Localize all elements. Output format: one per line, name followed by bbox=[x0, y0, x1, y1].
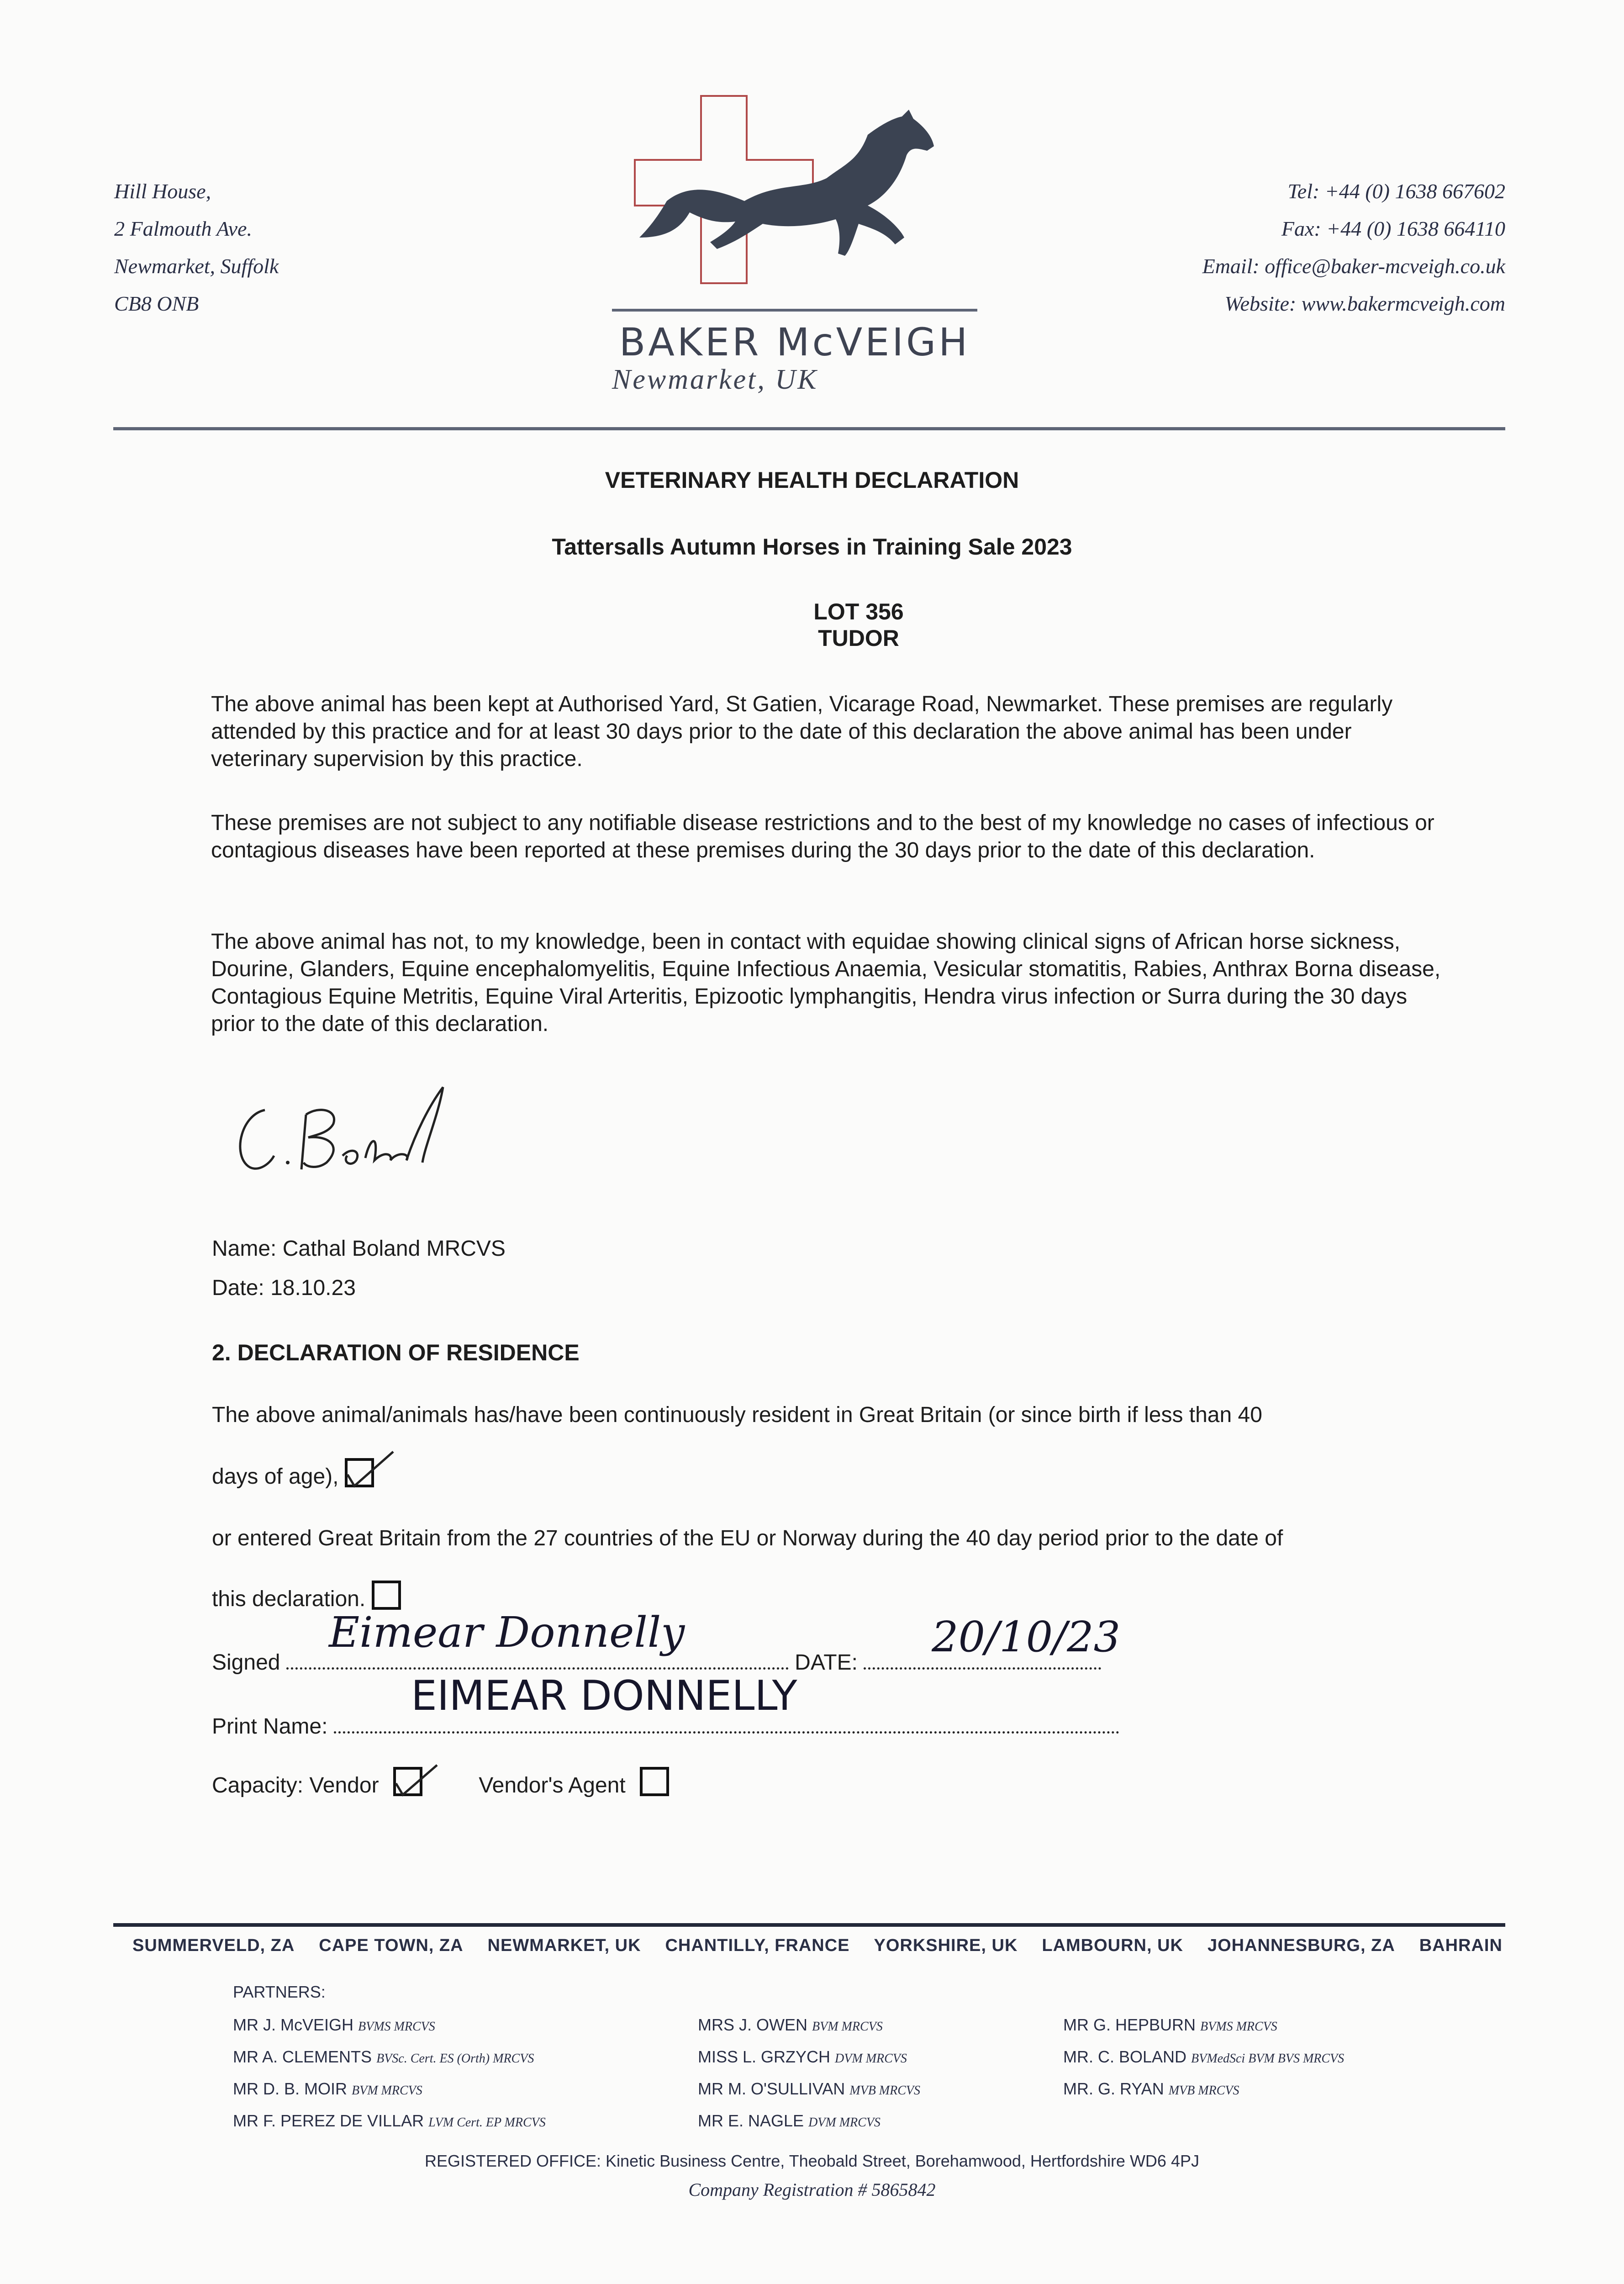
agent-label: Vendor's Agent bbox=[479, 1773, 626, 1798]
print-name-label: Print Name: bbox=[212, 1714, 328, 1739]
brand-location: Newmarket, UK bbox=[612, 364, 818, 395]
address-line: Hill House, bbox=[114, 180, 211, 203]
partner-entry: MR. G. RYAN MVB MRCVS bbox=[1063, 2079, 1239, 2098]
location-item: SUMMERVELD, ZA bbox=[132, 1936, 295, 1955]
partners-column bbox=[233, 2010, 546, 2138]
partners-column bbox=[698, 2010, 920, 2138]
print-name-line[interactable] bbox=[334, 1731, 1119, 1734]
vendor-checkbox[interactable] bbox=[393, 1767, 422, 1796]
partners-heading: PARTNERS: bbox=[233, 1983, 326, 2001]
location-item: NEWMARKET, UK bbox=[487, 1936, 641, 1955]
email-address: Email: office@baker-mcveigh.co.uk bbox=[1202, 254, 1505, 278]
sale-name: Tattersalls Autumn Horses in Training Sale 2023 bbox=[552, 534, 1072, 560]
horse-name: TUDOR bbox=[818, 625, 899, 651]
partner-entry: MISS L. GRZYCH DVM MRCVS bbox=[698, 2047, 907, 2066]
company-registration: Company Registration # 5865842 bbox=[688, 2179, 936, 2200]
partner-entry: MR J. McVEIGH BVMS MRCVS bbox=[233, 2015, 435, 2034]
practice-address bbox=[114, 173, 279, 323]
resident-checkbox[interactable] bbox=[345, 1458, 374, 1487]
phone-number: Tel: +44 (0) 1638 667602 bbox=[1287, 180, 1505, 203]
date-label: DATE: bbox=[795, 1650, 858, 1675]
office-locations bbox=[132, 1936, 1503, 1956]
declaration-paragraph: These premises are not subject to any notifiable disease restrictions and to the best of my knowledge no cases of infectious or contagious diseases have been reported at these premises during the 30 days prior to the date of this declaration. bbox=[211, 811, 1434, 862]
location-item: CAPE TOWN, ZA bbox=[319, 1936, 464, 1955]
lot-number: LOT 356 bbox=[813, 599, 904, 624]
registered-office: REGISTERED OFFICE: Kinetic Business Centre, Theobald Street, Borehamwood, Hertfordshire WD6 4PJ bbox=[425, 2152, 1199, 2170]
signature-line[interactable] bbox=[286, 1667, 789, 1670]
location-item: JOHANNESBURG, ZA bbox=[1207, 1936, 1395, 1955]
brand-name: BAKER McVEIGH bbox=[619, 320, 970, 365]
partner-entry: MR M. O'SULLIVAN MVB MRCVS bbox=[698, 2079, 921, 2098]
declaration-paragraph: The above animal has been kept at Authorised Yard, St Gatien, Vicarage Road, Newmarket. These premises are regularly attended by this practice and for at least 30 days prior to the date of this declaration the above animal has been under veterinary supervision by this practice. bbox=[211, 692, 1393, 771]
cross-and-horse-logo bbox=[612, 91, 986, 329]
partner-entry: MR. C. BOLAND BVMedSci BVM BVS MRCVS bbox=[1063, 2047, 1345, 2066]
residence-heading: 2. DECLARATION OF RESIDENCE bbox=[212, 1340, 580, 1365]
entry-statement: or entered Great Britain from the 27 countries of the EU or Norway during the 40 day period prior to the date of bbox=[212, 1526, 1283, 1550]
partner-entry: MR D. B. MOIR BVM MRCVS bbox=[233, 2079, 422, 2098]
vet-signature bbox=[228, 1078, 548, 1197]
address-line: 2 Falmouth Ave. bbox=[114, 217, 252, 240]
capacity-row bbox=[212, 1767, 669, 1798]
agent-checkbox[interactable] bbox=[640, 1767, 669, 1796]
vet-date: Date: 18.10.23 bbox=[212, 1276, 356, 1300]
partner-entry: MRS J. OWEN BVM MRCVS bbox=[698, 2015, 883, 2034]
header-divider bbox=[113, 427, 1505, 430]
residence-statement-text: days of age), bbox=[212, 1465, 339, 1489]
entry-statement-text: this declaration. bbox=[212, 1587, 366, 1611]
vet-name: Name: Cathal Boland MRCVS bbox=[212, 1237, 506, 1261]
capacity-label: Capacity: Vendor bbox=[212, 1773, 379, 1798]
website: Website: www.bakermcveigh.com bbox=[1224, 292, 1505, 315]
location-item: CHANTILLY, FRANCE bbox=[665, 1936, 850, 1955]
address-line: Newmarket, Suffolk bbox=[114, 254, 279, 278]
partner-entry: MR G. HEPBURN BVMS MRCVS bbox=[1063, 2015, 1277, 2034]
fax-number: Fax: +44 (0) 1638 664110 bbox=[1281, 217, 1505, 240]
vendor-signature: Eimear Donnelly bbox=[329, 1608, 685, 1657]
lot-block bbox=[776, 598, 941, 651]
declaration-paragraph: The above animal has not, to my knowledge, been in contact with equidae showing clinical signs of African horse sickness, Dourine, Glanders, Equine encephalomyelitis, Equine Infectious Anaemia, Vesicular stomatitis, Rabies, Anthrax Borna disease, Contagious Equine Metritis, Equine Viral Arteritis, Epizootic lymphangitis, Hendra virus infection or Surra during the 30 days prior to the date of this declaration. bbox=[211, 930, 1441, 1036]
print-name-value: EIMEAR DONNELLY bbox=[411, 1672, 797, 1720]
check-mark-icon bbox=[343, 1443, 398, 1488]
residence-statement: The above animal/animals has/have been continuously resident in Great Britain (or since birth if less than 40 bbox=[212, 1403, 1262, 1427]
date-line[interactable] bbox=[864, 1667, 1101, 1670]
residence-statement-end bbox=[212, 1458, 374, 1489]
location-item: YORKSHIRE, UK bbox=[874, 1936, 1018, 1955]
check-mark-icon bbox=[391, 1751, 446, 1797]
signed-label: Signed bbox=[212, 1650, 280, 1675]
practice-contact bbox=[1202, 173, 1505, 323]
partner-entry: MR E. NAGLE DVM MRCVS bbox=[698, 2111, 881, 2130]
document-title: VETERINARY HEALTH DECLARATION bbox=[605, 467, 1019, 493]
partner-entry: MR A. CLEMENTS BVSc. Cert. ES (Orth) MRCVS bbox=[233, 2047, 534, 2066]
location-item: LAMBOURN, UK bbox=[1042, 1936, 1183, 1955]
partners-column bbox=[1063, 2010, 1344, 2106]
entry-statement-end bbox=[212, 1581, 401, 1612]
date-value: 20/10/23 bbox=[932, 1613, 1121, 1661]
location-item: BAHRAIN bbox=[1419, 1936, 1503, 1955]
address-line: CB8 ONB bbox=[114, 292, 199, 315]
partner-entry: MR F. PEREZ DE VILLAR LVM Cert. EP MRCVS bbox=[233, 2111, 546, 2130]
footer-divider bbox=[113, 1923, 1505, 1927]
entered-checkbox[interactable] bbox=[372, 1581, 401, 1610]
